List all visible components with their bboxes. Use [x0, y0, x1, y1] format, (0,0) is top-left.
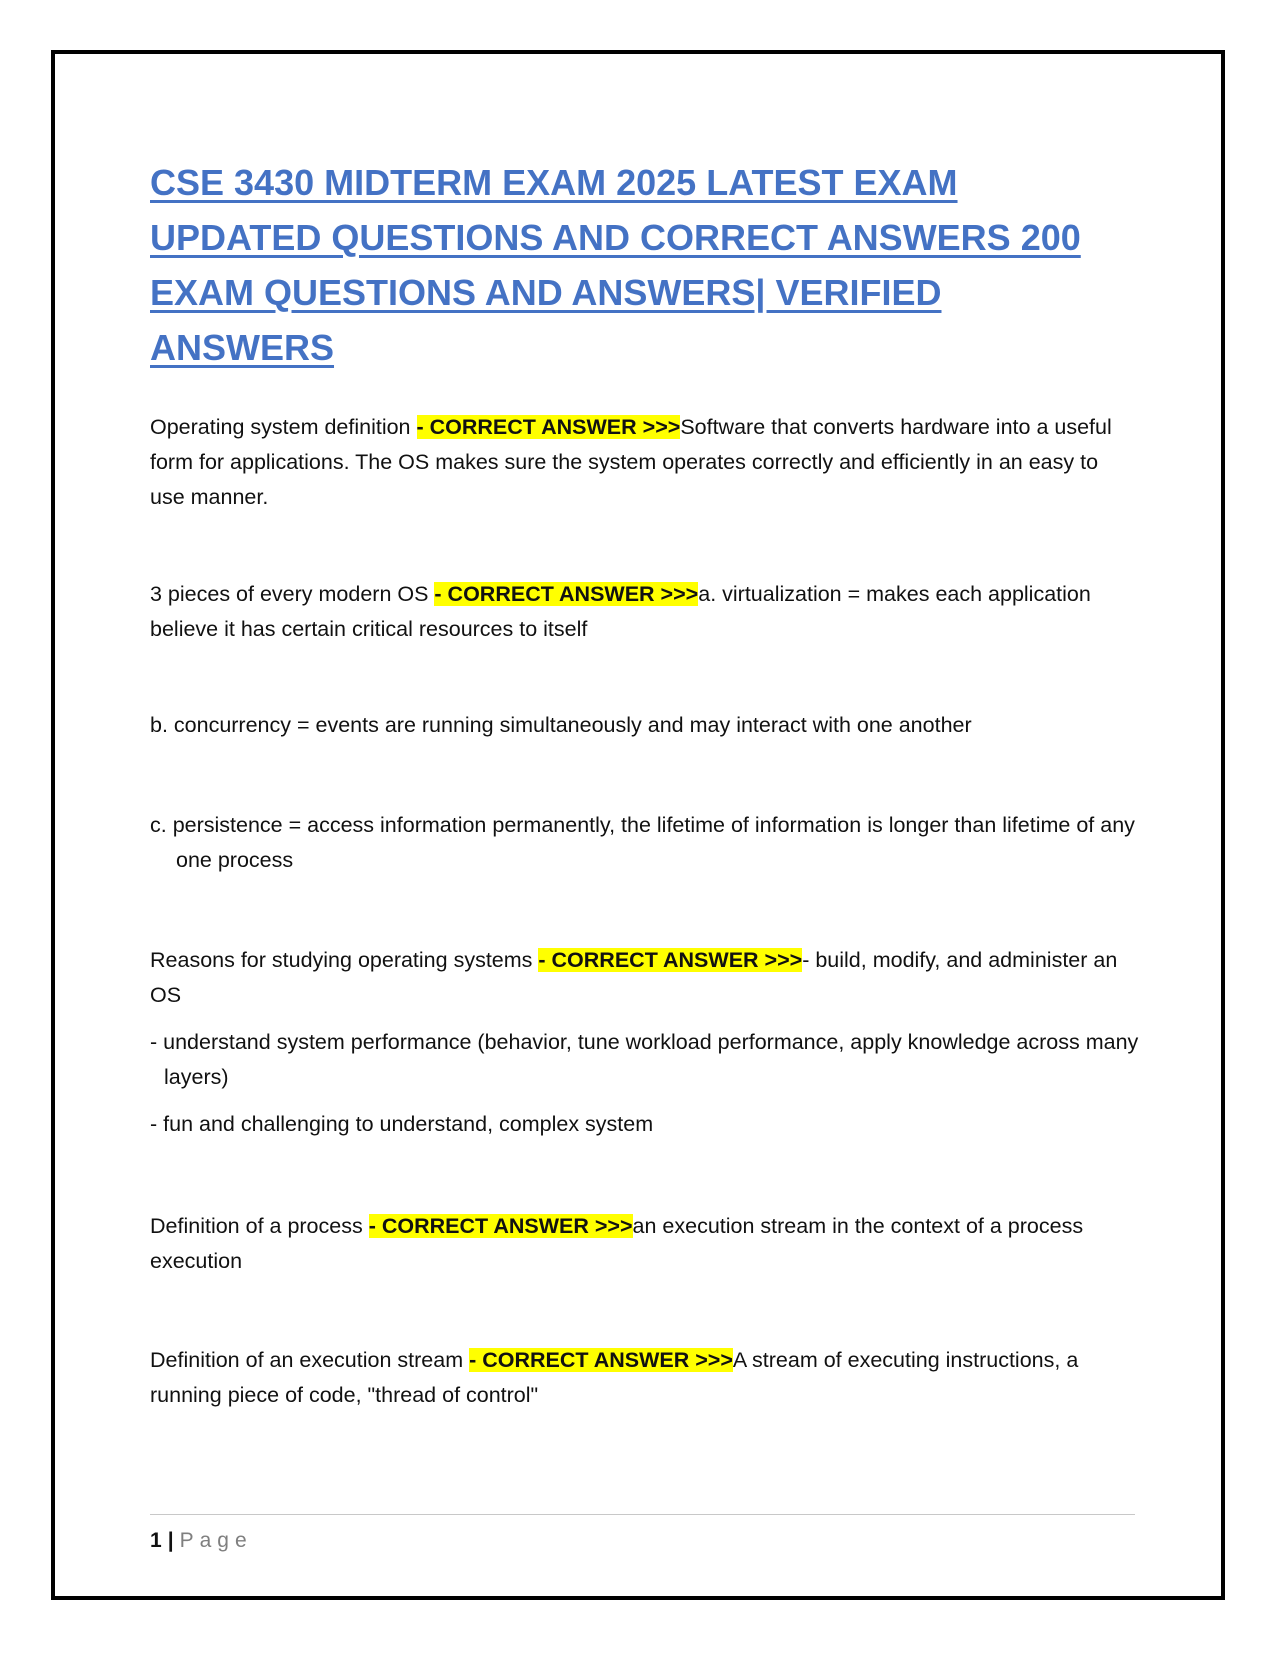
qa-entry-os-definition [150, 410, 1130, 515]
qa-entry-process-definition [150, 1209, 1130, 1279]
answer-continuation-concurrency: b. concurrency = events are running simultaneously and may interact with one another [150, 713, 972, 737]
correct-answer-marker: - CORRECT ANSWER >>> [416, 415, 681, 439]
qa-entry-study-reasons [150, 943, 1130, 1013]
answer-text: an execution stream in the context of a process execution [150, 1214, 1084, 1273]
question-text: Definition of an execution stream [150, 1348, 470, 1372]
correct-answer-marker: - CORRECT ANSWER >>> [538, 948, 803, 972]
document-title: CSE 3430 MIDTERM EXAM 2025 LATEST EXAM UPDATED QUESTIONS AND CORRECT ANSWERS 200 EXAM QUESTIONS AND ANSWERS| VERIFIED ANSWERS [150, 162, 1081, 368]
qa-entry-os-pieces [150, 577, 1130, 647]
answer-text: - build, modify, and administer an OS [150, 948, 1118, 1007]
correct-answer-marker: - CORRECT ANSWER >>> [469, 1348, 733, 1372]
question-text: Reasons for studying operating systems [150, 948, 539, 972]
correct-answer-marker: - CORRECT ANSWER >>> [434, 582, 699, 606]
answer-text: Software that converts hardware into a useful form for applications. The OS makes sure the system operates correctly and efficiently in an easy to use manner. [150, 415, 1112, 509]
document-body [150, 155, 1139, 1407]
question-text: Definition of a process [150, 1214, 369, 1238]
answer-text: a. virtualization = makes each application believe it has certain critical resources to itself [150, 582, 1091, 641]
answer-continuation-persistence: c. persistence = access information permanently, the lifetime of information is longer than lifetime of any one process [150, 813, 1135, 872]
page-number: 1 [150, 1529, 162, 1552]
qa-entry-execution-stream [150, 1343, 1130, 1413]
answer-continuation-performance: - understand system performance (behavior, tune workload performance, apply knowledge across many layers) [150, 1030, 1139, 1089]
footer-separator: | [167, 1529, 174, 1552]
page-footer [150, 1526, 253, 1556]
footer-divider [150, 1514, 1135, 1515]
page-label: Page [179, 1529, 253, 1552]
answer-continuation-fun: - fun and challenging to understand, complex system [150, 1112, 654, 1136]
question-text: 3 pieces of every modern OS [150, 582, 435, 606]
answer-text: A stream of executing instructions, a running piece of code, "thread of control" [150, 1348, 1079, 1407]
correct-answer-marker: - CORRECT ANSWER >>> [368, 1214, 633, 1238]
question-text: Operating system definition [150, 415, 417, 439]
